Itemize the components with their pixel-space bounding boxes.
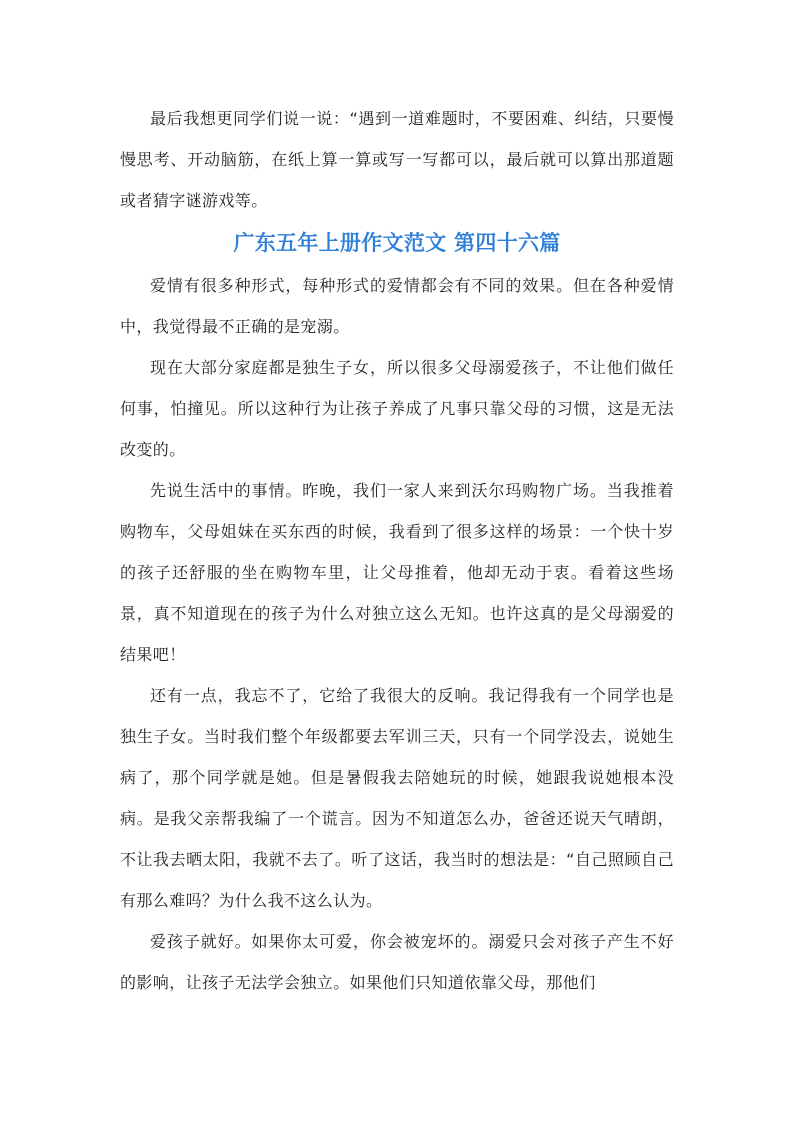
paragraph: 爱情有很多种形式，每种形式的爱情都会有不同的效果。但在各种爱情中，我觉得最不正确的是宠溺。: [120, 276, 674, 336]
section-heading: 广东五年上册作文范文 第四十六篇: [233, 231, 561, 255]
paragraph: 先说生活中的事情。昨晚，我们一家人来到沃尔玛购物广场。当我推着购物车，父母姐妹在买东西的时候，我看到了很多这样的场景：一个快十岁的孩子还舒服的坐在购物车里，让父母推着，他却无动于衷。看着这些场景，真不知道现在的孩子为什么对独立这么无知。也许这真的是父母溺爱的结果吧！: [120, 481, 674, 664]
paragraph: 现在大部分家庭都是独生子女，所以很多父母溺爱孩子，不让他们做任何事，怕撞见。所以这种行为让孩子养成了凡事只靠父母的习惯，这是无法改变的。: [120, 358, 674, 459]
paragraph: 爱孩子就好。如果你太可爱，你会被宠坏的。溺爱只会对孩子产生不好的影响，让孩子无法学会独立。如果他们只知道依靠父母，那他们: [120, 932, 674, 992]
paragraph: 最后我想更同学们说一说：“遇到一道难题时，不要困难、纠结，只要慢慢思考、开动脑筋，在纸上算一算或写一写都可以，最后就可以算出那道题或者猜字谜游戏等。: [120, 109, 674, 210]
document-page: [120, 98, 674, 1003]
paragraph: 还有一点，我忘不了，它给了我很大的反响。我记得我有一个同学也是独生子女。当时我们整个年级都要去军训三天，只有一个同学没去，说她生病了，那个同学就是她。但是暑假我去陪她玩的时候，她跟我说她根本没病。是我父亲帮我编了一个谎言。因为不知道怎么办，爸爸还说天气晴朗，不让我去晒太阳，我就不去了。听了这话，我当时的想法是：“自己照顾自己有那么难吗？为什么我不这么认为。: [120, 686, 674, 910]
